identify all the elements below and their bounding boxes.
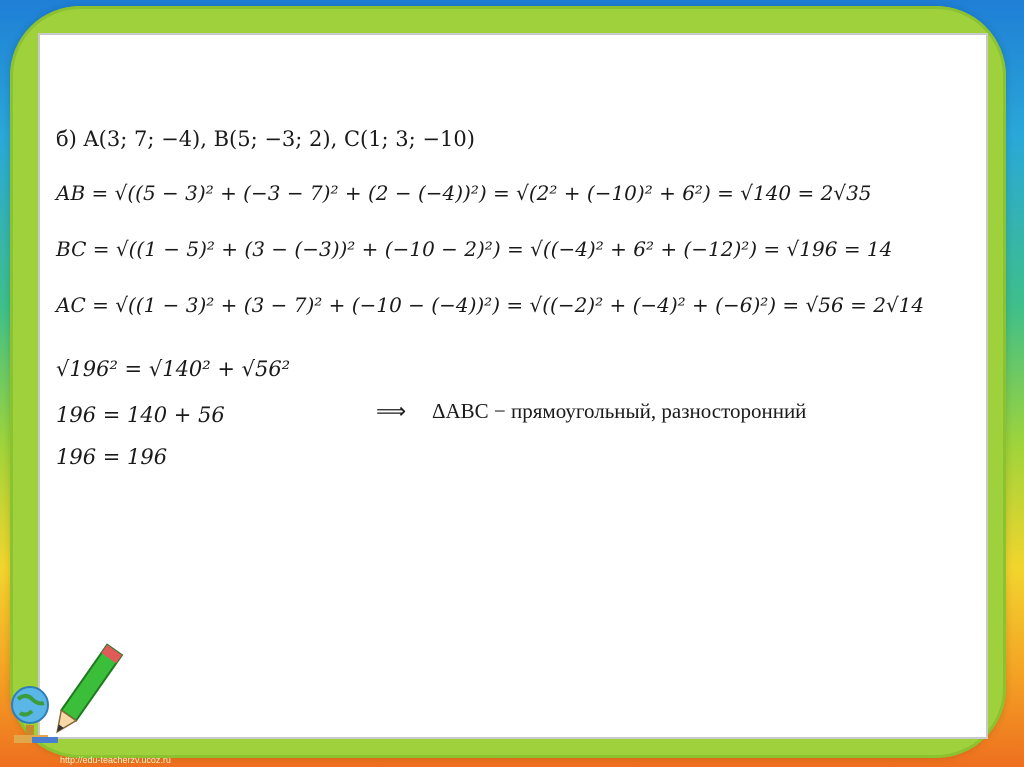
footer-url: http://edu-teacherzv.ucoz.ru (60, 755, 171, 765)
ab-calculation: AB = √((5 − 3)² + (−3 − 7)² + (2 − (−4))²) = √(2² + (−10)² + 6²) = √140 = 2√35 (56, 181, 872, 205)
pythagoras-check: √196² = √140² + √56² (56, 357, 291, 381)
pencil-icon (38, 640, 128, 750)
slide-content (38, 33, 988, 739)
sum-check: 196 = 140 + 56 (56, 403, 225, 427)
problem-statement: б) A(3; 7; −4), B(5; −3; 2), C(1; 3; −10) (56, 127, 475, 151)
equality-check: 196 = 196 (56, 445, 168, 469)
conclusion-text: ΔABC − прямоугольный, разносторонний (432, 399, 807, 423)
ac-calculation: AC = √((1 − 3)² + (3 − 7)² + (−10 − (−4))²) = √((−2)² + (−4)² + (−6)²) = √56 = 2√14 (56, 293, 925, 317)
bc-calculation: BC = √((1 − 5)² + (3 − (−3))² + (−10 − 2)²) = √((−4)² + 6² + (−12)²) = √196 = 14 (56, 237, 893, 261)
implies-arrow-icon: ⟹ (376, 399, 407, 423)
